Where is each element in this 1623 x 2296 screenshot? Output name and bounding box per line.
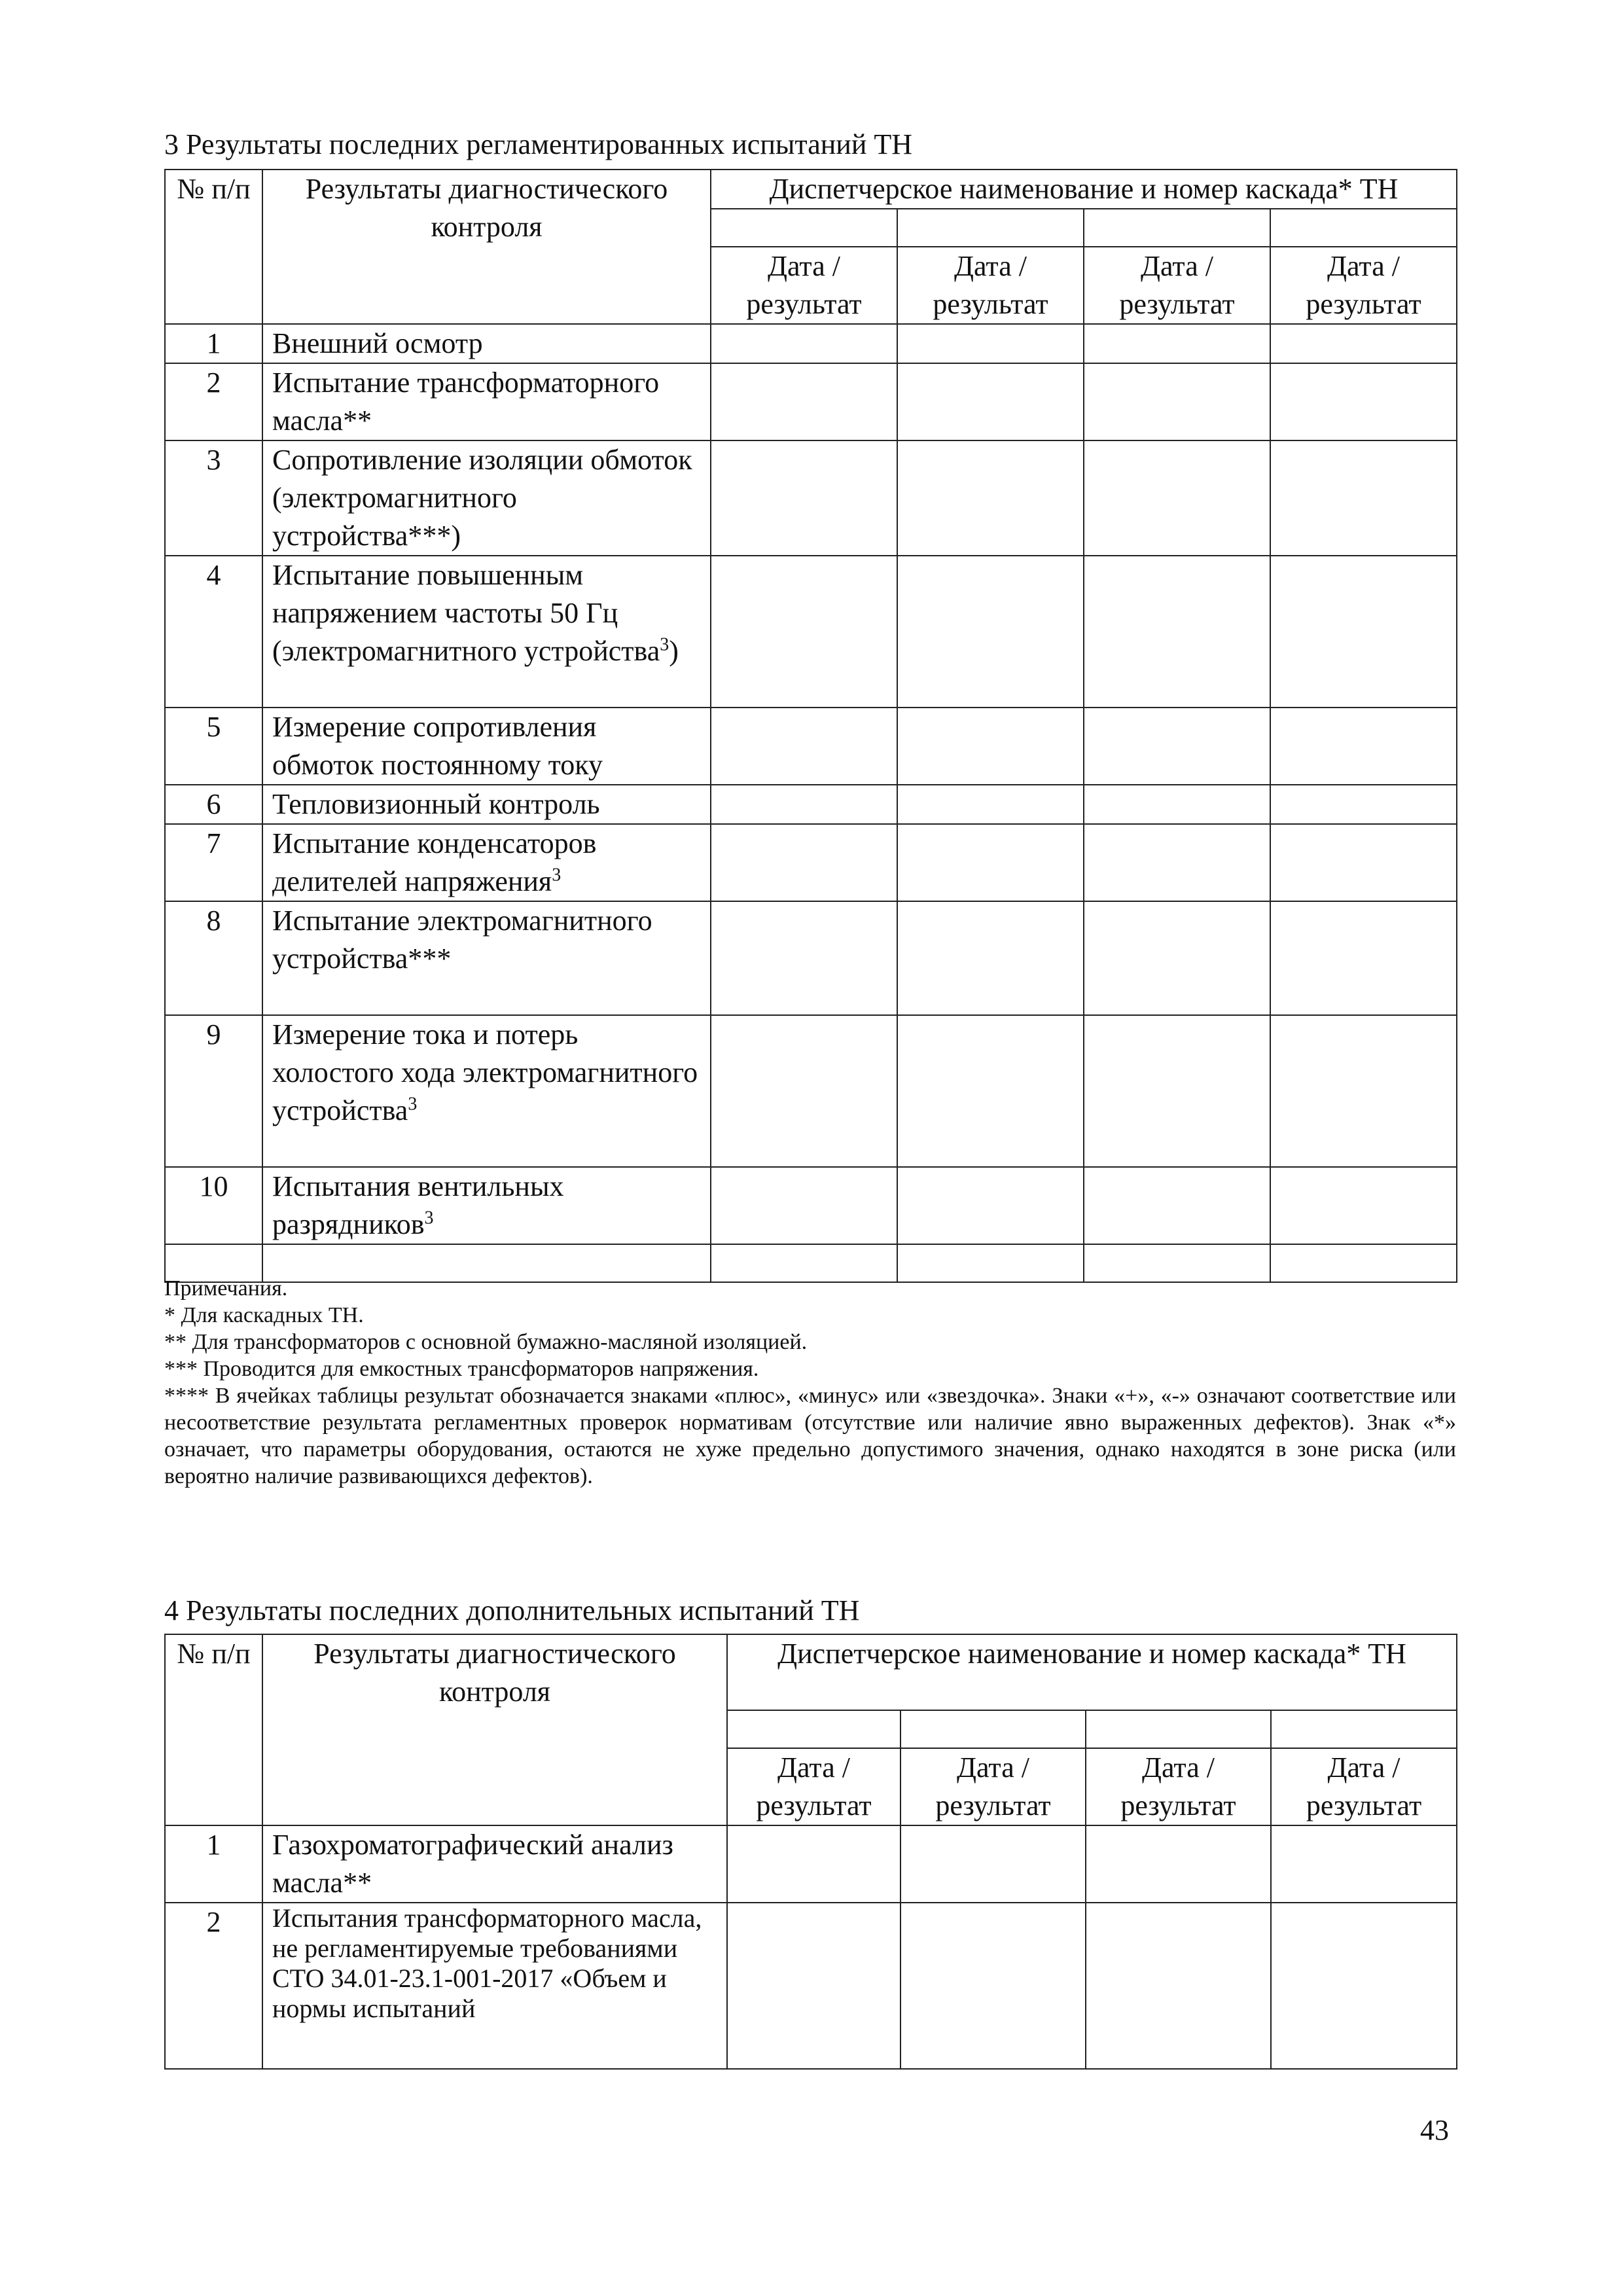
test-name-text: Сопротивление изоляции обмоток (электромагнитного устройства***) bbox=[272, 444, 692, 552]
dispatch-cell[interactable] bbox=[1271, 1710, 1457, 1748]
header-date-result: Дата / результат bbox=[897, 247, 1084, 324]
result-cell[interactable] bbox=[711, 363, 897, 440]
result-cell[interactable] bbox=[1086, 1903, 1271, 2069]
notes-heading: Примечания. bbox=[164, 1276, 288, 1300]
header-date-result: Дата / результат bbox=[1084, 247, 1270, 324]
row-test-name bbox=[262, 824, 711, 901]
result-cell[interactable] bbox=[1270, 824, 1457, 901]
footnote-ref: 3 bbox=[552, 865, 562, 886]
result-cell[interactable] bbox=[1084, 324, 1270, 363]
row-test-name bbox=[262, 363, 711, 440]
header-dispatch: Диспетчерское наименование и номер каскада* ТН bbox=[727, 1634, 1457, 1710]
result-cell[interactable] bbox=[897, 440, 1084, 556]
table-row bbox=[165, 901, 1457, 1015]
header-results: Результаты диагностического контроля bbox=[262, 170, 711, 324]
notes bbox=[164, 1275, 1456, 1490]
test-name-suffix: ) bbox=[669, 635, 679, 667]
result-cell[interactable] bbox=[897, 1167, 1084, 1244]
result-cell[interactable] bbox=[1084, 363, 1270, 440]
result-cell[interactable] bbox=[1270, 363, 1457, 440]
row-number: 7 bbox=[165, 824, 262, 901]
dispatch-cell[interactable] bbox=[897, 209, 1084, 247]
row-number: 3 bbox=[165, 440, 262, 556]
table-row bbox=[165, 1167, 1457, 1244]
result-cell[interactable] bbox=[897, 708, 1084, 785]
result-cell[interactable] bbox=[727, 1825, 901, 1903]
footnote-ref: 3 bbox=[424, 1208, 434, 1229]
section3-title: 3 Результаты последних регламентированных испытаний ТН bbox=[164, 128, 913, 160]
result-cell[interactable] bbox=[711, 1015, 897, 1167]
result-cell[interactable] bbox=[1084, 824, 1270, 901]
result-cell[interactable] bbox=[1271, 1825, 1457, 1903]
table-row bbox=[165, 440, 1457, 556]
header-num: № п/п bbox=[165, 170, 262, 324]
row-test-name bbox=[262, 785, 711, 824]
result-cell[interactable] bbox=[897, 785, 1084, 824]
result-cell[interactable] bbox=[711, 556, 897, 708]
section4-title: 4 Результаты последних дополнительных испытаний ТН bbox=[164, 1594, 860, 1626]
result-cell[interactable] bbox=[1270, 901, 1457, 1015]
dispatch-cell[interactable] bbox=[1086, 1710, 1271, 1748]
result-cell[interactable] bbox=[1084, 1015, 1270, 1167]
test-name-text: Измерение сопротивления обмоток постоянному току bbox=[272, 711, 603, 781]
note-3: *** Проводится для емкостных трансформаторов напряжения. bbox=[164, 1357, 759, 1381]
dispatch-cell[interactable] bbox=[901, 1710, 1086, 1748]
footnote-ref: 3 bbox=[408, 1094, 418, 1115]
note-2: ** Для трансформаторов с основной бумажно-масляной изоляцией. bbox=[164, 1330, 808, 1354]
row-test-name bbox=[262, 708, 711, 785]
table-row bbox=[165, 1903, 1457, 2069]
result-cell[interactable] bbox=[727, 1903, 901, 2069]
result-cell[interactable] bbox=[1271, 1903, 1457, 2069]
result-cell[interactable] bbox=[897, 824, 1084, 901]
test-name-text: Испытания вентильных разрядников bbox=[272, 1170, 564, 1240]
row-number: 8 bbox=[165, 901, 262, 1015]
result-cell[interactable] bbox=[897, 556, 1084, 708]
test-name-text: Испытание конденсаторов делителей напряжения bbox=[272, 827, 597, 897]
row-test-name bbox=[262, 1015, 711, 1167]
test-name-text: Испытание трансформаторного масла** bbox=[272, 367, 660, 437]
header-num: № п/п bbox=[165, 1634, 262, 1825]
result-cell[interactable] bbox=[711, 440, 897, 556]
header-date-result: Дата / результат bbox=[1270, 247, 1457, 324]
note-4: **** В ячейках таблицы результат обозначается знаками «плюс», «минус» или «звездочка». Знаки «+», «-» означают соответствие или несоответствие результата регламентных проверок нормативам (отсутствие или наличие явно выраженных дефектов). Знак «*» означает, что параметры оборудования, остаются не хуже предельно допустимого значения, однако находятся в зоне риска (или вероятно наличие развивающихся дефектов). bbox=[164, 1384, 1456, 1488]
result-cell[interactable] bbox=[711, 901, 897, 1015]
header-date-result: Дата / результат bbox=[901, 1748, 1086, 1825]
table-row bbox=[165, 556, 1457, 708]
result-cell[interactable] bbox=[901, 1825, 1086, 1903]
table-row bbox=[165, 785, 1457, 824]
header-date-result: Дата / результат bbox=[1086, 1748, 1271, 1825]
table-row bbox=[165, 324, 1457, 363]
result-cell[interactable] bbox=[1084, 708, 1270, 785]
result-cell[interactable] bbox=[1270, 324, 1457, 363]
result-cell[interactable] bbox=[1084, 901, 1270, 1015]
dispatch-cell[interactable] bbox=[711, 209, 897, 247]
row-test-name bbox=[262, 901, 711, 1015]
row-test-name bbox=[262, 556, 711, 708]
row-number: 10 bbox=[165, 1167, 262, 1244]
result-cell[interactable] bbox=[897, 901, 1084, 1015]
row-test-name bbox=[262, 324, 711, 363]
dispatch-cell[interactable] bbox=[1084, 209, 1270, 247]
result-cell[interactable] bbox=[1270, 1015, 1457, 1167]
result-cell[interactable] bbox=[1270, 708, 1457, 785]
row-test-name bbox=[262, 1167, 711, 1244]
test-name-text: Испытание повышенным напряжением частоты 50 Гц (электромагнитного устройства bbox=[272, 559, 660, 667]
result-cell[interactable] bbox=[901, 1903, 1086, 2069]
header-dispatch: Диспетчерское наименование и номер каскада* ТН bbox=[711, 170, 1457, 209]
result-cell[interactable] bbox=[1086, 1825, 1271, 1903]
row-number: 2 bbox=[165, 1903, 262, 2069]
header-date-result: Дата / результат bbox=[727, 1748, 901, 1825]
row-number: 2 bbox=[165, 363, 262, 440]
dispatch-cell[interactable] bbox=[727, 1710, 901, 1748]
row-number: 4 bbox=[165, 556, 262, 708]
footnote-ref: 3 bbox=[660, 634, 669, 655]
result-cell[interactable] bbox=[711, 824, 897, 901]
result-cell[interactable] bbox=[897, 1015, 1084, 1167]
row-number: 1 bbox=[165, 1825, 262, 1903]
header-results: Результаты диагностического контроля bbox=[262, 1634, 727, 1825]
test-name-text: Тепловизионный контроль bbox=[272, 788, 600, 820]
table-row bbox=[165, 363, 1457, 440]
result-cell[interactable] bbox=[711, 324, 897, 363]
section4-table bbox=[164, 1634, 1457, 2070]
row-number: 5 bbox=[165, 708, 262, 785]
result-cell[interactable] bbox=[711, 785, 897, 824]
test-name-text: Внешний осмотр bbox=[272, 327, 483, 359]
result-cell[interactable] bbox=[897, 324, 1084, 363]
row-test-name bbox=[262, 1825, 727, 1903]
table-row bbox=[165, 1015, 1457, 1167]
result-cell[interactable] bbox=[1270, 440, 1457, 556]
row-number: 9 bbox=[165, 1015, 262, 1167]
result-cell[interactable] bbox=[897, 363, 1084, 440]
result-cell[interactable] bbox=[711, 1167, 897, 1244]
test-name-text: Испытания трансформаторного масла, не регламентируемые требованиями СТО 34.01-23.1-001-2017 «Объем и нормы испытаний bbox=[272, 1903, 702, 2023]
test-name-text: Испытание электромагнитного устройства*** bbox=[272, 905, 652, 975]
table-row bbox=[165, 708, 1457, 785]
result-cell[interactable] bbox=[1084, 1167, 1270, 1244]
section3-table bbox=[164, 169, 1457, 1283]
result-cell[interactable] bbox=[711, 708, 897, 785]
test-name-text: Измерение тока и потерь холостого хода электромагнитного устройства bbox=[272, 1018, 698, 1126]
result-cell[interactable] bbox=[1270, 1167, 1457, 1244]
header-date-result: Дата / результат bbox=[711, 247, 897, 324]
note-1: * Для каскадных ТН. bbox=[164, 1303, 364, 1327]
row-test-name bbox=[262, 1903, 727, 2069]
row-number: 1 bbox=[165, 324, 262, 363]
result-cell[interactable] bbox=[1270, 556, 1457, 708]
dispatch-cell[interactable] bbox=[1270, 209, 1457, 247]
table-row bbox=[165, 824, 1457, 901]
result-cell[interactable] bbox=[1270, 785, 1457, 824]
header-date-result: Дата / результат bbox=[1271, 1748, 1457, 1825]
result-cell[interactable] bbox=[1084, 440, 1270, 556]
row-number: 6 bbox=[165, 785, 262, 824]
result-cell[interactable] bbox=[1084, 556, 1270, 708]
table-row bbox=[165, 1825, 1457, 1903]
row-test-name bbox=[262, 440, 711, 556]
result-cell[interactable] bbox=[1084, 785, 1270, 824]
test-name-text: Газохроматографический анализ масла** bbox=[272, 1829, 673, 1899]
page-number: 43 bbox=[1420, 2114, 1449, 2146]
